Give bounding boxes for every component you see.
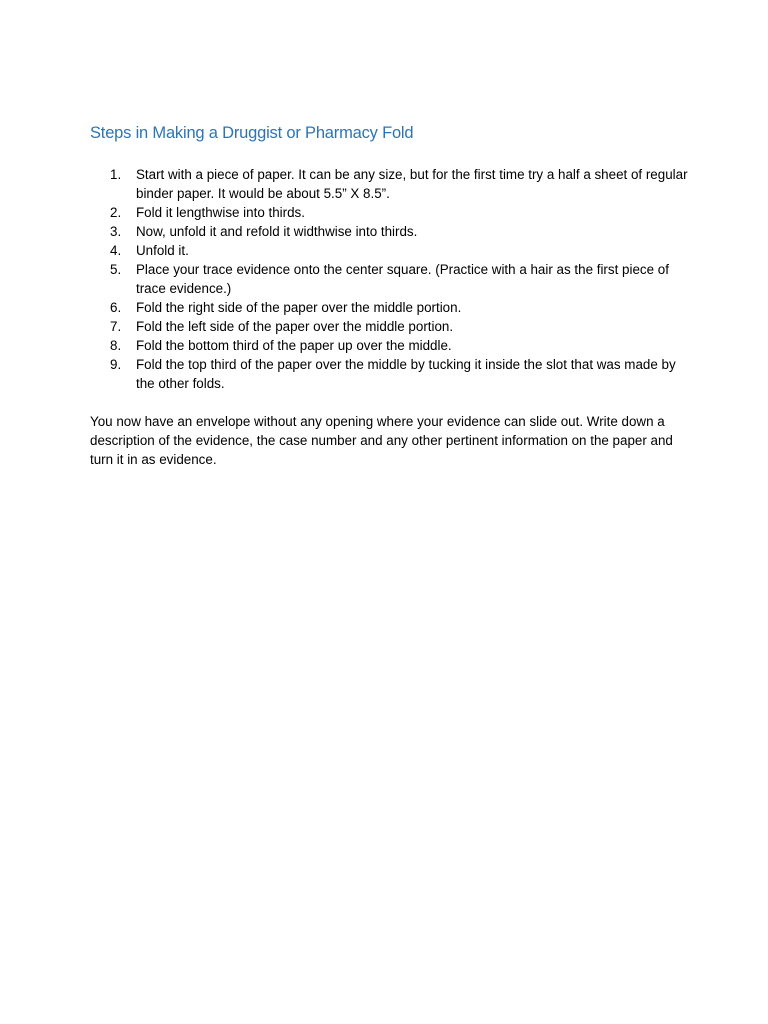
step-number: 2. xyxy=(110,205,122,220)
list-item xyxy=(90,203,690,222)
step-text: Unfold it. xyxy=(136,243,189,258)
steps-list xyxy=(90,165,690,393)
step-number: 6. xyxy=(110,300,122,315)
step-number: 3. xyxy=(110,224,122,239)
step-number: 5. xyxy=(110,262,122,277)
list-item xyxy=(90,336,690,355)
list-item xyxy=(90,317,690,336)
list-item xyxy=(90,241,690,260)
list-item xyxy=(90,222,690,241)
step-number: 9. xyxy=(110,357,122,372)
step-number: 1. xyxy=(110,167,122,182)
step-number: 4. xyxy=(110,243,122,258)
step-text: Start with a piece of paper. It can be any size, but for the first time try a half a sheet of regular binder paper. It would be about 5.5” X 8.5”. xyxy=(136,167,688,201)
list-item xyxy=(90,355,690,393)
closing-paragraph: You now have an envelope without any opening where your evidence can slide out. Write down a description of the evidence, the case number and any other pertinent information on the paper and turn it in as evidence. xyxy=(90,414,673,467)
step-number: 7. xyxy=(110,319,122,334)
step-text: Fold the bottom third of the paper up over the middle. xyxy=(136,338,452,353)
list-item xyxy=(90,260,690,298)
list-item xyxy=(90,165,690,203)
step-text: Now, unfold it and refold it widthwise into thirds. xyxy=(136,224,418,239)
list-item xyxy=(90,298,690,317)
step-text: Fold it lengthwise into thirds. xyxy=(136,205,305,220)
document-title: Steps in Making a Druggist or Pharmacy Fold xyxy=(90,124,414,142)
step-text: Fold the right side of the paper over the middle portion. xyxy=(136,300,462,315)
step-text: Fold the top third of the paper over the middle by tucking it inside the slot that was made by the other folds. xyxy=(136,357,676,391)
step-number: 8. xyxy=(110,338,122,353)
step-text: Place your trace evidence onto the center square. (Practice with a hair as the first piece of trace evidence.) xyxy=(136,262,669,296)
step-text: Fold the left side of the paper over the middle portion. xyxy=(136,319,454,334)
